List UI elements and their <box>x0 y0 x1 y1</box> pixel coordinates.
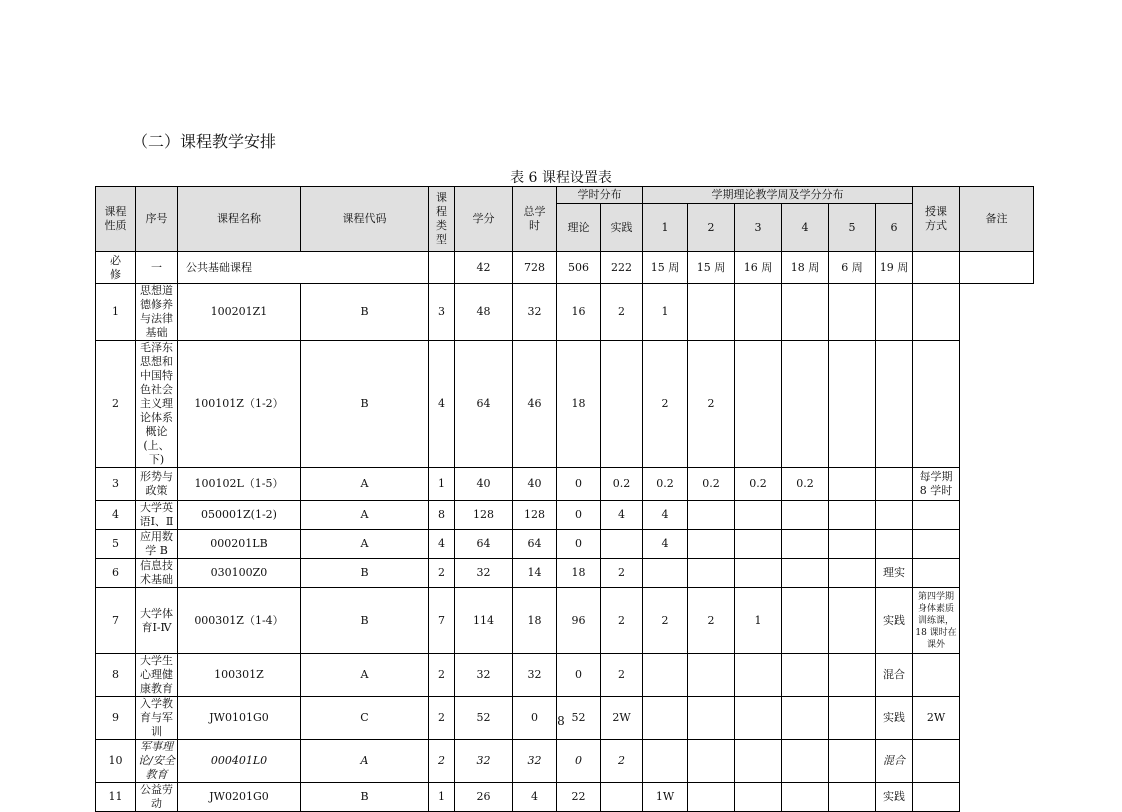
sem-cell: 15 周 <box>688 252 735 284</box>
semester-cell: 2 <box>643 588 688 654</box>
method-cell <box>876 501 913 530</box>
type-cell: A <box>301 468 429 501</box>
semester-cell: 2 <box>601 654 643 697</box>
course-code-cell: 000201LB <box>178 530 301 559</box>
semester-cell <box>829 588 876 654</box>
header-total-hours: 总学 时 <box>513 187 557 252</box>
remark-cell <box>913 341 960 468</box>
total-cell: 48 <box>455 284 513 341</box>
semester-cell <box>735 501 782 530</box>
theory-cell: 32 <box>513 740 557 783</box>
semester-cell <box>829 530 876 559</box>
table-row <box>96 530 1034 559</box>
course-name-cell: 思想道德修养与法律基础 <box>136 284 178 341</box>
type-cell: A <box>301 740 429 783</box>
remark-cell <box>913 559 960 588</box>
semester-cell: 1W <box>643 783 688 812</box>
theory-cell: 506 <box>557 252 601 284</box>
seq-cell: 一 <box>136 252 178 284</box>
header-hour-distribution: 学时分布 <box>557 187 643 204</box>
total-cell: 728 <box>513 252 557 284</box>
semester-cell: 4 <box>643 501 688 530</box>
credit-cell: 2 <box>429 559 455 588</box>
header-seq: 序号 <box>136 187 178 252</box>
semester-cell <box>829 284 876 341</box>
method-cell <box>876 341 913 468</box>
course-name-cell: 入学教育与军训 <box>136 697 178 740</box>
type-cell: B <box>301 588 429 654</box>
semester-cell <box>735 783 782 812</box>
header-method: 授课 方式 <box>913 187 960 252</box>
type-cell: A <box>301 501 429 530</box>
practice-cell: 22 <box>557 783 601 812</box>
course-name-cell: 信息技术基础 <box>136 559 178 588</box>
semester-cell <box>735 654 782 697</box>
semester-cell: 2 <box>643 341 688 468</box>
course-name-cell: 毛泽东思想和中国特色社会主义理论体系概论(上、下) <box>136 341 178 468</box>
total-cell: 32 <box>455 559 513 588</box>
seq-cell: 11 <box>96 783 136 812</box>
semester-cell <box>782 284 829 341</box>
method-cell: 混合 <box>876 654 913 697</box>
table-row <box>96 501 1034 530</box>
semester-cell <box>782 559 829 588</box>
method-cell <box>876 468 913 501</box>
credit-cell: 42 <box>455 252 513 284</box>
course-code-cell: 100201Z1 <box>178 284 301 341</box>
theory-cell: 64 <box>513 530 557 559</box>
table-row <box>96 588 1034 654</box>
header-semester-3: 3 <box>735 204 782 252</box>
practice-cell: 52 <box>557 697 601 740</box>
semester-cell <box>601 783 643 812</box>
practice-cell: 0 <box>557 654 601 697</box>
semester-cell: 1 <box>643 284 688 341</box>
theory-cell: 32 <box>513 654 557 697</box>
course-code-cell: 050001Z(1-2) <box>178 501 301 530</box>
semester-cell <box>829 740 876 783</box>
total-cell: 64 <box>455 530 513 559</box>
theory-cell: 4 <box>513 783 557 812</box>
semester-cell: 2 <box>601 588 643 654</box>
sem-cell: 18 周 <box>782 252 829 284</box>
semester-cell <box>735 740 782 783</box>
header-semester-5: 5 <box>829 204 876 252</box>
table-row <box>96 740 1034 783</box>
method-cell: 混合 <box>876 740 913 783</box>
semester-cell <box>735 530 782 559</box>
type-cell: A <box>301 654 429 697</box>
course-code-cell: 100301Z <box>178 654 301 697</box>
header-practice: 实践 <box>601 204 643 252</box>
remark-cell: 第四学期身体素质训练课，18 课时在课外 <box>913 588 960 654</box>
seq-cell: 9 <box>96 697 136 740</box>
remark-cell <box>913 740 960 783</box>
semester-cell <box>688 530 735 559</box>
total-cell: 64 <box>455 341 513 468</box>
course-code-cell: 000301Z（1-4） <box>178 588 301 654</box>
semester-cell <box>688 654 735 697</box>
semester-cell <box>829 468 876 501</box>
type-cell: B <box>301 284 429 341</box>
total-cell: 26 <box>455 783 513 812</box>
semester-cell <box>782 501 829 530</box>
credit-cell: 1 <box>429 468 455 501</box>
total-cell: 32 <box>455 740 513 783</box>
course-code-cell: JW0101G0 <box>178 697 301 740</box>
total-cell: 32 <box>455 654 513 697</box>
theory-cell: 46 <box>513 341 557 468</box>
semester-cell <box>782 588 829 654</box>
page-number: 8 <box>557 714 565 728</box>
semester-cell <box>735 559 782 588</box>
semester-cell: 0.2 <box>643 468 688 501</box>
credit-cell: 8 <box>429 501 455 530</box>
method-cell <box>876 530 913 559</box>
seq-cell: 3 <box>96 468 136 501</box>
semester-cell <box>829 501 876 530</box>
seq-cell: 7 <box>96 588 136 654</box>
credit-cell: 3 <box>429 284 455 341</box>
header-semester-4: 4 <box>782 204 829 252</box>
type-cell: B <box>301 341 429 468</box>
remark-cell <box>960 252 1034 284</box>
type-cell <box>429 252 455 284</box>
practice-cell: 0 <box>557 501 601 530</box>
remark-cell <box>913 284 960 341</box>
remark-cell: 2W <box>913 697 960 740</box>
practice-cell: 0 <box>557 740 601 783</box>
semester-cell <box>829 783 876 812</box>
semester-cell <box>782 654 829 697</box>
semester-cell: 0.2 <box>782 468 829 501</box>
semester-cell: 0.2 <box>735 468 782 501</box>
table-row <box>96 559 1034 588</box>
semester-cell <box>829 559 876 588</box>
credit-cell: 2 <box>429 697 455 740</box>
course-code-cell: JW0201G0 <box>178 783 301 812</box>
semester-cell: 2 <box>688 341 735 468</box>
course-code-cell: 030100Z0 <box>178 559 301 588</box>
semester-cell <box>829 341 876 468</box>
practice-cell: 222 <box>601 252 643 284</box>
theory-cell: 0 <box>513 697 557 740</box>
course-name-cell: 形势与政策 <box>136 468 178 501</box>
seq-cell: 6 <box>96 559 136 588</box>
semester-cell: 2 <box>688 588 735 654</box>
table-row <box>96 341 1034 468</box>
remark-cell <box>913 530 960 559</box>
nature-cell: 必 修 <box>96 252 136 284</box>
semester-cell <box>829 654 876 697</box>
type-cell: B <box>301 559 429 588</box>
table-row <box>96 654 1034 697</box>
practice-cell: 0 <box>557 530 601 559</box>
course-name-cell: 大学体育Ⅰ-Ⅳ <box>136 588 178 654</box>
header-credit: 学分 <box>455 187 513 252</box>
header-name: 课程名称 <box>178 187 301 252</box>
credit-cell: 2 <box>429 654 455 697</box>
type-cell: B <box>301 783 429 812</box>
header-semester-distribution: 学期理论教学周及学分分布 <box>643 187 913 204</box>
course-code-cell: 100101Z（1-2） <box>178 341 301 468</box>
method-cell <box>876 284 913 341</box>
sem-cell: 15 周 <box>643 252 688 284</box>
table-row <box>96 468 1034 501</box>
header-semester-6: 6 <box>876 204 913 252</box>
course-name-cell: 大学英语Ⅰ、Ⅱ <box>136 501 178 530</box>
theory-cell: 18 <box>513 588 557 654</box>
credit-cell: 1 <box>429 783 455 812</box>
course-code-cell: 100102L（1-5） <box>178 468 301 501</box>
theory-cell: 32 <box>513 284 557 341</box>
theory-cell: 128 <box>513 501 557 530</box>
seq-cell: 5 <box>96 530 136 559</box>
semester-cell: 2 <box>601 740 643 783</box>
total-cell: 40 <box>455 468 513 501</box>
practice-cell: 96 <box>557 588 601 654</box>
method-cell <box>913 252 960 284</box>
group-name-cell: 公共基础课程 <box>178 252 429 284</box>
total-cell: 114 <box>455 588 513 654</box>
semester-cell: 0.2 <box>601 468 643 501</box>
practice-cell: 18 <box>557 559 601 588</box>
practice-cell: 18 <box>557 341 601 468</box>
table-row <box>96 783 1034 812</box>
header-semester-2: 2 <box>688 204 735 252</box>
header-remark: 备注 <box>960 187 1034 252</box>
method-cell: 实践 <box>876 783 913 812</box>
type-cell: A <box>301 530 429 559</box>
method-cell: 理实 <box>876 559 913 588</box>
semester-cell <box>688 501 735 530</box>
credit-cell: 4 <box>429 341 455 468</box>
course-code-cell: 000401L0 <box>178 740 301 783</box>
semester-cell: 2 <box>601 559 643 588</box>
theory-cell: 14 <box>513 559 557 588</box>
credit-cell: 7 <box>429 588 455 654</box>
remark-cell <box>913 501 960 530</box>
semester-cell <box>782 740 829 783</box>
semester-cell <box>688 559 735 588</box>
course-name-cell: 公益劳动 <box>136 783 178 812</box>
course-name-cell: 应用数学 B <box>136 530 178 559</box>
semester-cell <box>643 740 688 783</box>
semester-cell: 4 <box>643 530 688 559</box>
method-cell: 实践 <box>876 588 913 654</box>
table-caption: 表 6 课程设置表 <box>510 170 612 186</box>
remark-cell <box>913 654 960 697</box>
credit-cell: 4 <box>429 530 455 559</box>
semester-cell <box>782 341 829 468</box>
total-cell: 52 <box>455 697 513 740</box>
header-nature: 课程 性质 <box>96 187 136 252</box>
semester-cell <box>688 740 735 783</box>
header-theory: 理论 <box>557 204 601 252</box>
semester-cell <box>782 530 829 559</box>
course-name-cell: 大学生心理健康教育 <box>136 654 178 697</box>
method-cell: 实践 <box>876 697 913 740</box>
sem-cell: 16 周 <box>735 252 782 284</box>
sem-cell: 19 周 <box>876 252 913 284</box>
section-title: （二）课程教学安排 <box>132 132 277 151</box>
remark-cell <box>913 783 960 812</box>
header-code: 课程代码 <box>301 187 429 252</box>
semester-cell <box>782 783 829 812</box>
course-name-cell: 军事理论/安全教育 <box>136 740 178 783</box>
remark-cell: 每学期 8 学时 <box>913 468 960 501</box>
table-row-group <box>96 252 1034 284</box>
theory-cell: 40 <box>513 468 557 501</box>
semester-cell: 4 <box>601 501 643 530</box>
semester-cell <box>643 654 688 697</box>
semester-cell <box>601 341 643 468</box>
semester-cell: 2 <box>601 284 643 341</box>
semester-cell: 1 <box>735 588 782 654</box>
seq-cell: 10 <box>96 740 136 783</box>
semester-cell <box>688 783 735 812</box>
seq-cell: 1 <box>96 284 136 341</box>
total-cell: 128 <box>455 501 513 530</box>
sem-cell: 6 周 <box>829 252 876 284</box>
semester-cell <box>601 530 643 559</box>
table-row <box>96 284 1034 341</box>
semester-cell: 2W <box>601 697 643 740</box>
seq-cell: 8 <box>96 654 136 697</box>
type-cell: C <box>301 697 429 740</box>
semester-cell <box>643 559 688 588</box>
credit-cell: 2 <box>429 740 455 783</box>
header-type: 课 程 类 型 <box>429 187 455 252</box>
header-semester-1: 1 <box>643 204 688 252</box>
seq-cell: 4 <box>96 501 136 530</box>
semester-cell <box>735 284 782 341</box>
semester-cell: 0.2 <box>688 468 735 501</box>
practice-cell: 16 <box>557 284 601 341</box>
seq-cell: 2 <box>96 341 136 468</box>
practice-cell: 0 <box>557 468 601 501</box>
semester-cell <box>688 284 735 341</box>
semester-cell <box>735 341 782 468</box>
